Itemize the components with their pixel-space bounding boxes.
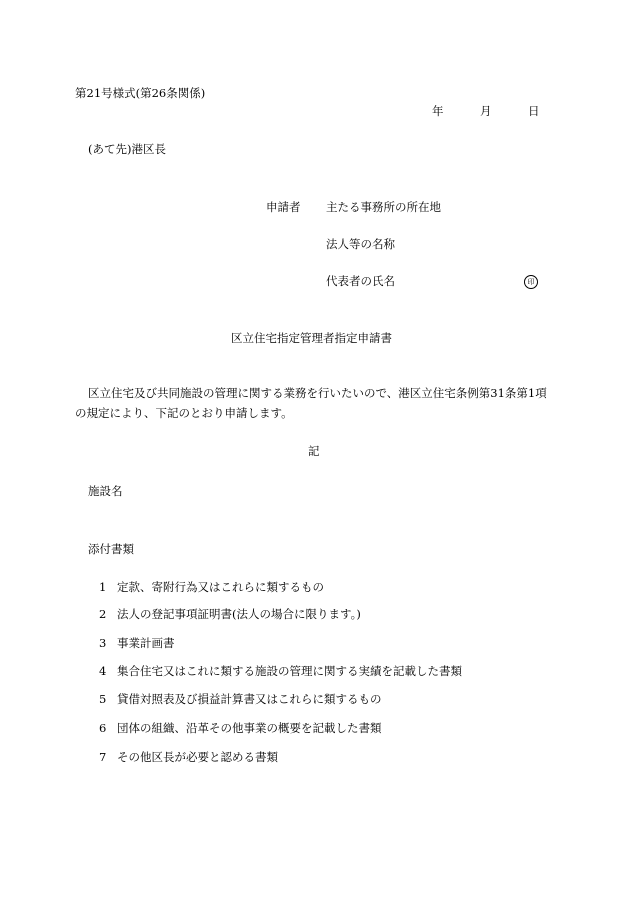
attachment-text: 団体の組織、沿革その他事業の概要を記載した書類 bbox=[117, 721, 382, 735]
attachment-number: 7 bbox=[99, 750, 107, 764]
attachment-number: 1 bbox=[99, 580, 107, 594]
attachment-item bbox=[99, 636, 175, 650]
date-year-label: 年 bbox=[432, 104, 444, 118]
attachment-item bbox=[99, 580, 324, 594]
representative-label: 代表者の氏名 bbox=[326, 274, 395, 288]
attachment-item bbox=[99, 607, 361, 621]
attachment-item bbox=[99, 664, 462, 678]
form-number: 第21号様式(第26条関係) bbox=[75, 86, 206, 100]
applicant-label: 申請者 bbox=[266, 200, 301, 214]
attachment-item bbox=[99, 692, 382, 706]
ki-heading: 記 bbox=[308, 444, 320, 458]
attachment-item bbox=[99, 721, 382, 735]
attachment-number: 5 bbox=[99, 692, 107, 706]
attachment-text: 集合住宅又はこれに類する施設の管理に関する実績を記載した書類 bbox=[117, 664, 462, 678]
attachment-text: 事業計画書 bbox=[117, 636, 175, 650]
corporate-name-label: 法人等の名称 bbox=[326, 237, 395, 251]
addressee: (あて先)港区長 bbox=[88, 142, 166, 156]
attachments-label: 添付書類 bbox=[88, 542, 134, 556]
attachment-number: 6 bbox=[99, 721, 107, 735]
attachment-number: 2 bbox=[99, 607, 107, 621]
attachment-text: その他区長が必要と認める書類 bbox=[117, 750, 278, 764]
seal-mark bbox=[524, 273, 538, 289]
seal-icon: 印 bbox=[524, 275, 538, 289]
office-address-label: 主たる事務所の所在地 bbox=[326, 200, 441, 214]
attachment-number: 3 bbox=[99, 636, 107, 650]
facility-name-label: 施設名 bbox=[88, 484, 123, 498]
attachment-number: 4 bbox=[99, 664, 107, 678]
date-day-label: 日 bbox=[528, 104, 540, 118]
date-month-label: 月 bbox=[480, 104, 492, 118]
application-body-text: 区立住宅及び共同施設の管理に関する業務を行いたいので、港区立住宅条例第31条第1項の規定により、下記のとおり申請します。 bbox=[75, 386, 547, 420]
attachment-text: 定款、寄附行為又はこれらに類するもの bbox=[117, 580, 324, 594]
document-title: 区立住宅指定管理者指定申請書 bbox=[231, 331, 392, 345]
attachment-text: 法人の登記事項証明書(法人の場合に限ります。) bbox=[117, 607, 361, 621]
attachment-text: 貸借対照表及び損益計算書又はこれらに類するもの bbox=[117, 692, 382, 706]
attachment-item bbox=[99, 750, 278, 764]
